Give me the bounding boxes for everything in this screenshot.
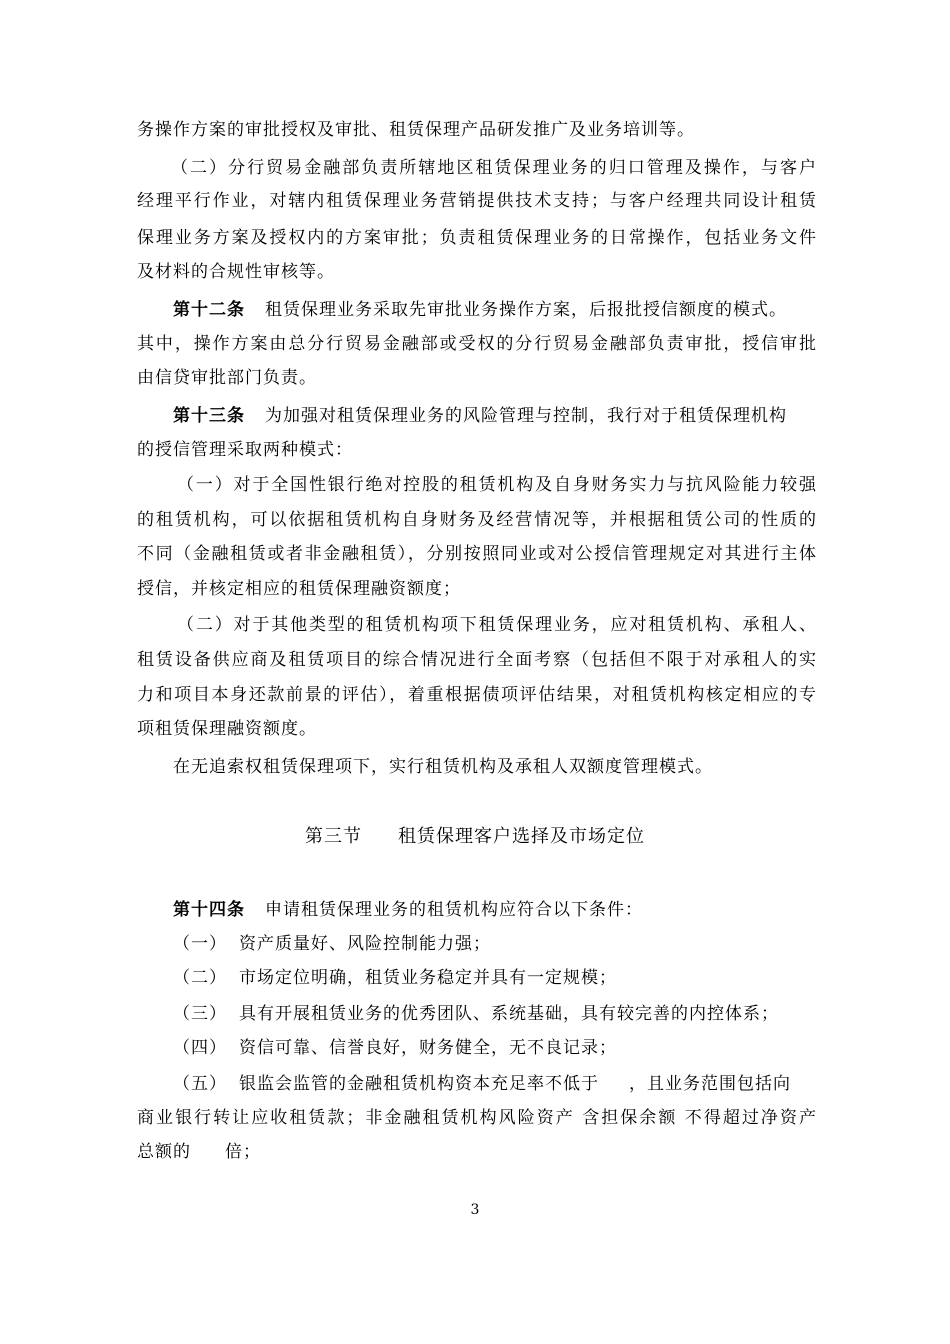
paragraph-line [137, 1140, 261, 1164]
page-number: 3 [470, 1202, 480, 1218]
list-item-text: 资信可靠、信誉良好，财务健全，无不良记录； [239, 1038, 617, 1058]
list-item [173, 932, 491, 956]
article-label: 第十四条 [173, 900, 245, 920]
article-14-line-1 [173, 898, 643, 922]
paragraph-line: 其中，操作方案由总分行贸易金融部或受权的分行贸易金融部负责审批，授信审批 [137, 334, 817, 354]
list-item-text: 资产质量好、风险控制能力强； [239, 934, 491, 954]
list-item-text: 总额的 [137, 1142, 191, 1162]
article-label: 第十三条 [173, 406, 245, 426]
paragraph-line: 授信，并核定相应的租赁保理融资额度； [137, 579, 461, 599]
paragraph-line: 力和项目本身还款前景的评估），着重根据债项评估结果，对租赁机构核定相应的专 [137, 685, 817, 705]
paragraph-line: （二）分行贸易金融部负责所辖地区租赁保理业务的归口管理及操作，与客户 [171, 158, 817, 178]
list-item-number: （三） [173, 1004, 227, 1024]
section-title: 租赁保理客户选择及市场定位 [398, 826, 645, 847]
list-item-text: 倍； [225, 1142, 261, 1162]
list-item-number: （四） [173, 1038, 227, 1058]
section-number: 第三节 [305, 826, 362, 847]
paragraph-line: 的授信管理采取两种模式： [137, 440, 353, 460]
list-item [173, 966, 617, 990]
article-label: 第十二条 [173, 300, 245, 320]
list-item-text: 银监会监管的金融租赁机构资本充足率不低于 [239, 1074, 599, 1094]
article-text: 为加强对租赁保理业务的风险管理与控制，我行对于租赁保理机构 [265, 406, 787, 426]
paragraph-line: 保理业务方案及授权内的方案审批；负责租赁保理业务的日常操作，包括业务文件 [137, 228, 817, 248]
article-13-line-1 [173, 404, 787, 428]
paragraph-line: 务操作方案的审批授权及审批、租赁保理产品研发推广及业务培训等。 [137, 120, 695, 140]
paragraph-line: 不同（金融租赁或者非金融租赁），分别按照同业或对公授信管理规定对其进行主体 [137, 544, 817, 564]
paragraph-line: （二）对于其他类型的租赁机构项下租赁保理业务，应对租赁机构、承租人、 [177, 615, 817, 635]
paragraph-line: 商业银行转让应收租赁款；非金融租赁机构风险资产 含担保余额 不得超过净资产 [137, 1108, 817, 1128]
article-text: 租赁保理业务采取先审批业务操作方案，后报批授信额度的模式。 [265, 300, 787, 320]
paragraph-line: 的租赁机构，可以依据租赁机构自身财务及经营情况等，并根据租赁公司的性质的 [137, 510, 817, 530]
list-item-text: 市场定位明确，租赁业务稳定并具有一定规模； [239, 968, 617, 988]
paragraph-line: 经理平行作业，对辖内租赁保理业务营销提供技术支持；与客户经理共同设计租赁 [137, 191, 817, 211]
paragraph-line: 租赁设备供应商及租赁项目的综合情况进行全面考察（包括但不限于对承租人的实 [137, 650, 817, 670]
list-item-text: ，且业务范围包括向 [629, 1074, 791, 1094]
paragraph-line: 及材料的合规性审核等。 [137, 262, 335, 282]
article-12-line-1 [173, 298, 787, 322]
paragraph-line: 在无追索权租赁保理项下，实行租赁机构及承租人双额度管理模式。 [173, 757, 713, 777]
paragraph-line: 项租赁保理融资额度。 [137, 719, 317, 739]
list-item-number: （五） [173, 1074, 227, 1094]
list-item-text: 具有开展租赁业务的优秀团队、系统基础，具有较完善的内控体系； [239, 1004, 779, 1024]
paragraph-line: 由信贷审批部门负责。 [137, 368, 317, 388]
list-item [173, 1036, 617, 1060]
list-item-number: （二） [173, 968, 227, 988]
list-item-number: （一） [173, 934, 227, 954]
paragraph-line: （一）对于全国性银行绝对控股的租赁机构及自身财务实力与抗风险能力较强 [177, 475, 817, 495]
section-heading [0, 822, 950, 848]
list-item [173, 1002, 779, 1026]
article-text: 申请租赁保理业务的租赁机构应符合以下条件： [265, 900, 643, 920]
list-item [173, 1072, 791, 1096]
